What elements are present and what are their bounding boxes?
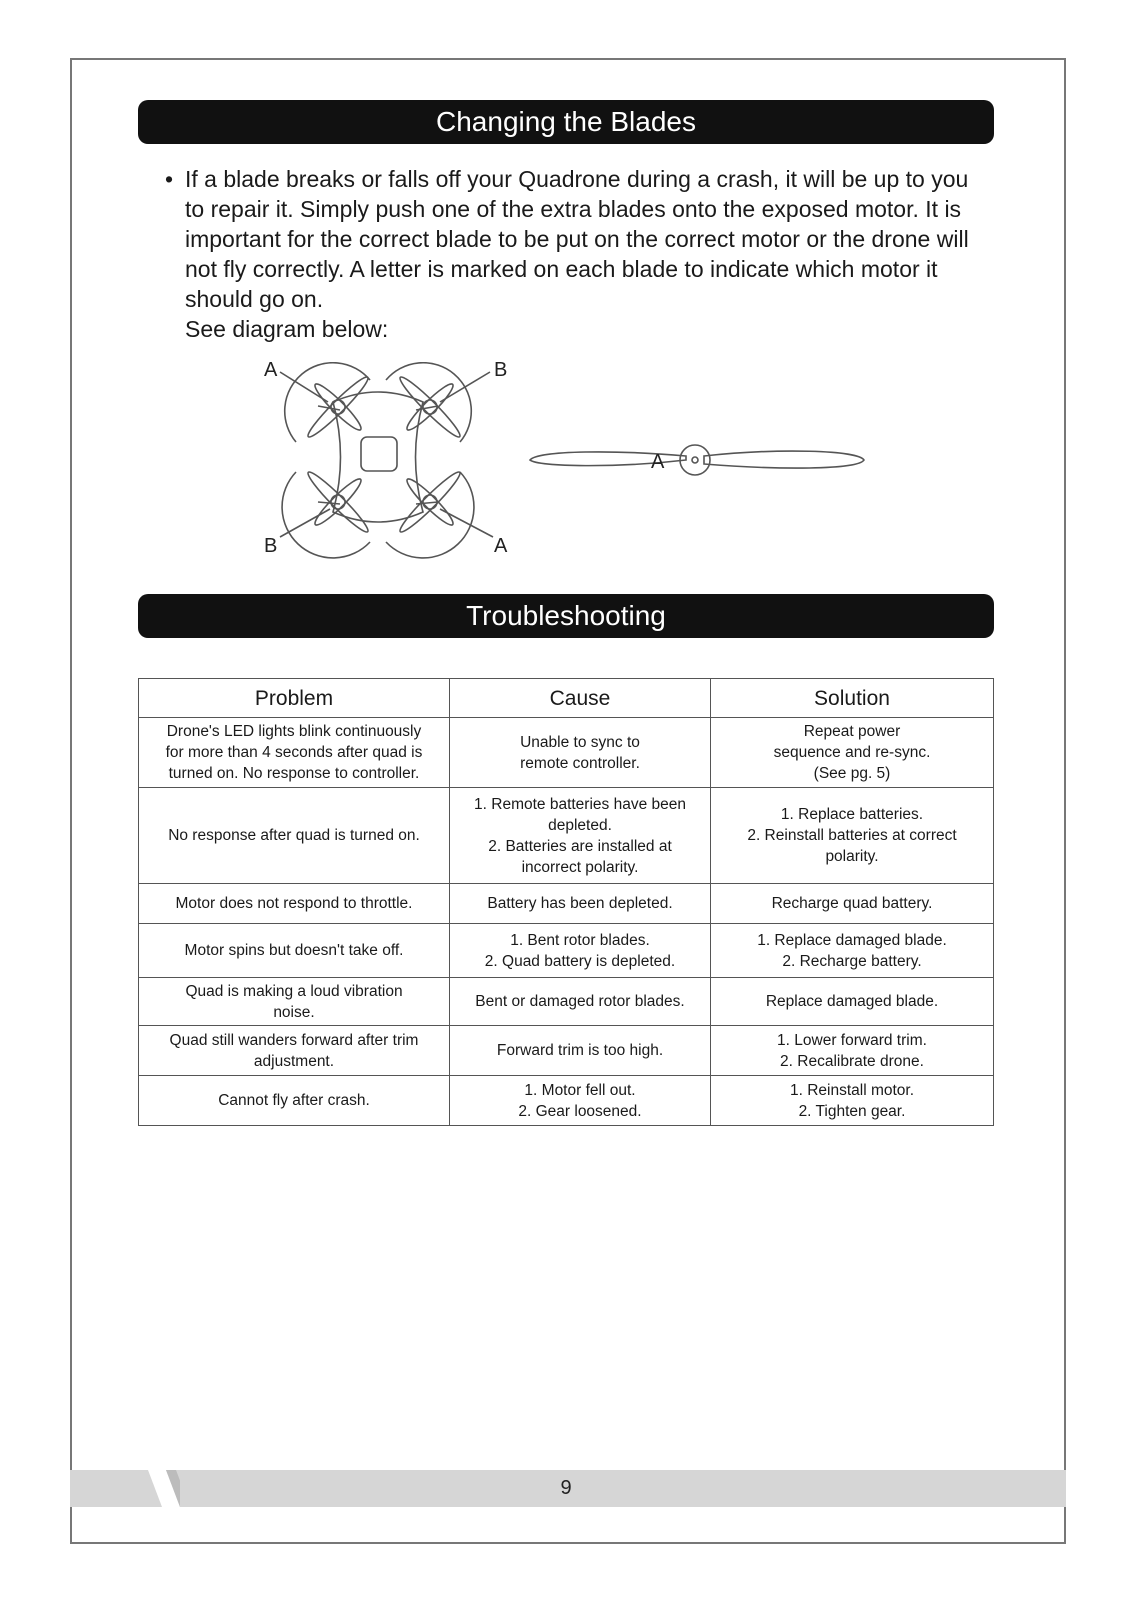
blade-diagram: [258, 362, 898, 572]
cell-problem: [139, 884, 450, 924]
label-blade: A: [651, 451, 665, 473]
cell-line: Repeat power: [803, 723, 901, 740]
page-frame-top: [70, 58, 1066, 60]
cell-problem: [139, 1076, 450, 1126]
cell-solution: [711, 884, 994, 924]
cell-line: 1. Bent rotor blades.: [510, 931, 650, 949]
label-bottom-right: A: [494, 535, 508, 557]
cell-line: 2. Quad battery is depleted.: [484, 952, 676, 970]
cell-solution: [711, 718, 994, 788]
cell-problem: [139, 1026, 450, 1076]
header-cause: Cause: [450, 679, 711, 718]
cell-cause: [450, 884, 711, 924]
cell-line: remote controller.: [520, 754, 640, 772]
cell-line: Forward trim is too high.: [496, 1042, 664, 1059]
cell-line: 1. Remote batteries have been: [474, 795, 686, 813]
cell-line: 1. Reinstall motor.: [789, 1081, 915, 1099]
cell-cause: [450, 1076, 711, 1126]
cell-problem: [139, 718, 450, 788]
cell-line: 1. Replace batteries.: [780, 806, 924, 823]
cell-problem: [139, 924, 450, 978]
cell-solution: [711, 924, 994, 978]
table-row: [139, 884, 994, 924]
label-top-right: B: [494, 362, 508, 381]
cell-line: Quad is making a loud vibration: [185, 982, 403, 1000]
bullet-marker: •: [165, 166, 174, 192]
table-row: [139, 788, 994, 884]
cell-line: 2. Batteries are installed at: [488, 837, 672, 855]
cell-solution: [711, 1076, 994, 1126]
page-number: 9: [560, 1477, 572, 1499]
table-row: [139, 978, 994, 1026]
see-diagram-text: See diagram below:: [185, 316, 389, 342]
cell-line: Replace damaged blade.: [765, 993, 939, 1010]
cell-line: Battery has been depleted.: [487, 895, 673, 912]
cell-solution: [711, 1026, 994, 1076]
cell-line: sequence and re-sync.: [773, 744, 931, 761]
table-row: [139, 924, 994, 978]
cell-cause: [450, 1026, 711, 1076]
table-row: [139, 1076, 994, 1126]
page-frame-bottom: [70, 1542, 1066, 1544]
cell-line: adjustment.: [253, 1052, 335, 1070]
cell-line: Drone's LED lights blink continuously: [166, 723, 422, 740]
cell-line: Unable to sync to: [520, 733, 640, 751]
cell-cause: [450, 924, 711, 978]
cell-line: 1. Replace damaged blade.: [757, 931, 947, 949]
cell-line: 2. Tighten gear.: [798, 1102, 906, 1120]
intro-paragraph: [165, 164, 985, 344]
page-frame-left: [70, 58, 72, 1544]
troubleshooting-table: [138, 678, 994, 1126]
cell-line: depleted.: [548, 816, 612, 834]
cell-solution: [711, 788, 994, 884]
section-title-troubleshooting: Troubleshooting: [138, 594, 994, 638]
cell-line: 2. Recharge battery.: [782, 952, 922, 970]
cell-line: incorrect polarity.: [521, 858, 639, 876]
cell-line: Motor spins but doesn't take off.: [184, 942, 404, 959]
section-title-changing-blades: Changing the Blades: [138, 100, 994, 144]
cell-line: Quad still wanders forward after trim: [169, 1031, 419, 1049]
header-problem: Problem: [139, 679, 450, 718]
header-solution: Solution: [711, 679, 994, 718]
cell-line: 1. Lower forward trim.: [777, 1031, 927, 1049]
cell-cause: [450, 718, 711, 788]
cell-line: 1. Motor fell out.: [524, 1081, 636, 1099]
cell-line: 2. Reinstall batteries at correct: [747, 827, 957, 844]
table-row: [139, 718, 994, 788]
table-header-row: [139, 679, 994, 718]
cell-line: 2. Gear loosened.: [518, 1102, 642, 1120]
table-row: [139, 1026, 994, 1076]
cell-line: polarity.: [825, 848, 879, 865]
cell-cause: [450, 788, 711, 884]
label-top-left: A: [264, 362, 278, 381]
cell-problem: [139, 788, 450, 884]
intro-text: If a blade breaks or falls off your Quadrone during a crash, it will be up to you to repair it. Simply push one of the extra blades onto the exposed motor. It is important for the correct blade to be put on the correct motor or the drone will not fly correctly. A letter is marked on each blade to indicate which motor it should go on.: [185, 166, 969, 312]
cell-cause: [450, 978, 711, 1026]
page-frame-right: [1064, 58, 1066, 1544]
cell-line: Cannot fly after crash.: [218, 1092, 370, 1109]
cell-line: (See pg. 5): [813, 765, 891, 782]
cell-line: 2. Recalibrate drone.: [780, 1052, 924, 1070]
cell-line: Motor does not respond to throttle.: [175, 895, 413, 912]
cell-solution: [711, 978, 994, 1026]
cell-line: noise.: [273, 1003, 315, 1021]
cell-problem: [139, 978, 450, 1026]
cell-line: No response after quad is turned on.: [168, 827, 420, 844]
cell-line: for more than 4 seconds after quad is: [165, 744, 423, 761]
cell-line: Recharge quad battery.: [771, 895, 933, 912]
cell-line: turned on. No response to controller.: [168, 765, 420, 782]
label-bottom-left: B: [264, 535, 278, 557]
cell-line: Bent or damaged rotor blades.: [475, 993, 685, 1010]
